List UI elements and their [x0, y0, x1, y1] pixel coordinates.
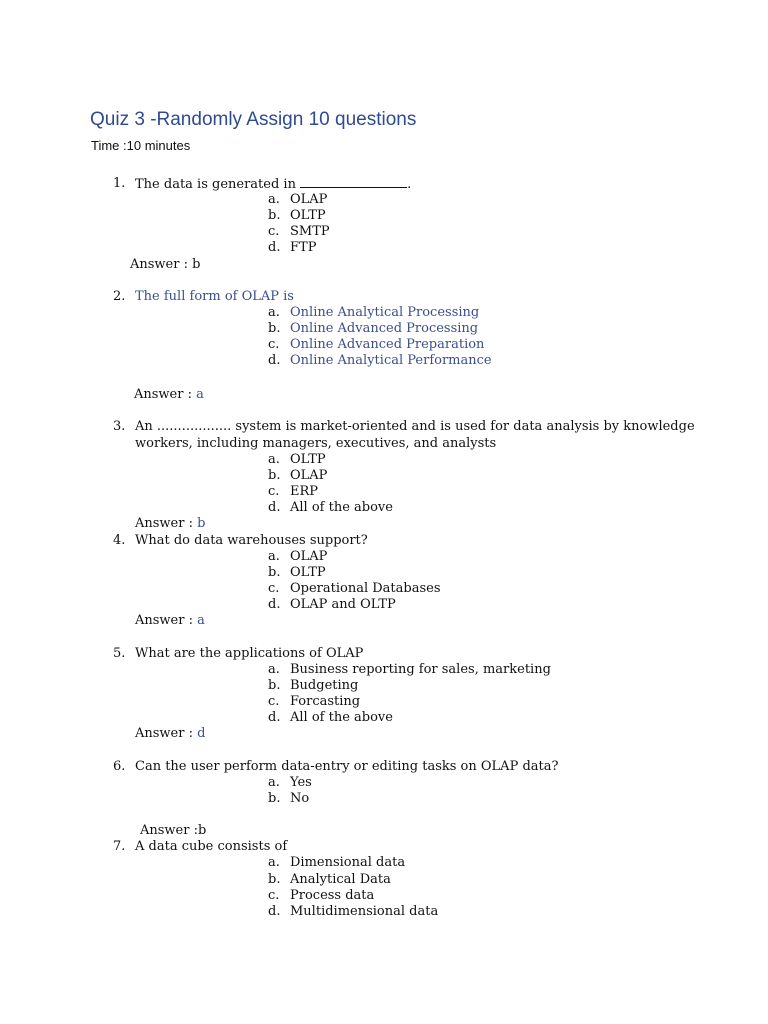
question-number: 6.	[113, 759, 126, 774]
answer-line	[135, 613, 205, 629]
option-letter: b.	[268, 791, 281, 806]
option-text: OLTP	[290, 565, 326, 580]
option-text: Yes	[290, 775, 312, 790]
question-text: Can the user perform data-entry or editing tasks on OLAP data?	[135, 759, 559, 774]
question-text: What are the applications of OLAP	[135, 646, 364, 661]
answer-value: d	[197, 726, 206, 741]
option-letter: c.	[268, 337, 280, 352]
answer-label: Answer :	[135, 516, 198, 531]
option-letter: c.	[268, 224, 280, 239]
option-text: All of the above	[290, 500, 393, 515]
option-letter: a.	[268, 775, 280, 790]
answer-label: Answer :	[135, 726, 198, 741]
option-text: Dimensional data	[290, 855, 406, 870]
option-text: Online Advanced Processing	[290, 321, 479, 336]
question-text: A data cube consists of	[135, 839, 288, 854]
option-letter: d.	[268, 597, 281, 612]
answer-label: Answer :	[130, 257, 193, 272]
answer-label: Answer :	[134, 387, 197, 402]
answer-line	[140, 823, 206, 839]
option-letter: d.	[268, 353, 281, 368]
question-text-suffix: .	[407, 177, 412, 192]
option-text: Process data	[290, 888, 375, 903]
answer-value: b	[192, 257, 201, 272]
question-text: The full form of OLAP is	[135, 289, 294, 304]
option-letter: a.	[268, 662, 280, 677]
time-limit: Time :10 minutes	[91, 138, 191, 153]
option-letter: d.	[268, 500, 281, 515]
option-letter: b.	[268, 565, 281, 580]
answer-value: b	[197, 823, 207, 838]
answer-line	[130, 257, 200, 273]
question-text	[135, 176, 411, 193]
option-text: ERP	[290, 484, 319, 499]
answer-line	[134, 387, 204, 403]
option-letter: c.	[268, 888, 280, 903]
option-letter: a.	[268, 452, 280, 467]
option-text: OLAP and OLTP	[290, 597, 396, 612]
quiz-title: Quiz 3 -Randomly Assign 10 questions	[90, 109, 417, 130]
option-text: No	[290, 791, 310, 806]
option-letter: a.	[268, 855, 280, 870]
answer-value: b	[197, 516, 206, 531]
answer-blank	[300, 176, 407, 188]
option-letter: b.	[268, 468, 281, 483]
option-letter: d.	[268, 904, 281, 919]
question-text-main: The data is generated in	[135, 177, 301, 192]
question-text: What do data warehouses support?	[135, 533, 368, 548]
option-text: Online Advanced Preparation	[290, 337, 485, 352]
option-letter: d.	[268, 240, 281, 255]
option-letter: c.	[268, 484, 280, 499]
question-text-line1: An .................. system is market-oriented and is used for data analysis by knowledge	[135, 419, 695, 434]
option-text: Multidimensional data	[290, 904, 439, 919]
option-text: All of the above	[290, 710, 393, 725]
option-letter: b.	[268, 321, 281, 336]
question-number: 5.	[113, 646, 126, 661]
option-text: OLTP	[290, 452, 326, 467]
question-number: 7.	[113, 839, 126, 854]
option-text: Operational Databases	[290, 581, 441, 596]
option-letter: b.	[268, 872, 281, 887]
option-text: OLAP	[290, 192, 328, 207]
option-text: Budgeting	[290, 678, 359, 693]
answer-value: a	[197, 613, 205, 628]
option-text: Forcasting	[290, 694, 361, 709]
option-text: Online Analytical Processing	[290, 305, 480, 320]
question-text-line2: workers, including managers, executives, and analysts	[135, 436, 497, 451]
question-number: 1.	[113, 176, 126, 191]
option-letter: c.	[268, 581, 280, 596]
option-text: OLTP	[290, 208, 326, 223]
option-letter: b.	[268, 678, 281, 693]
option-text: OLAP	[290, 549, 328, 564]
option-letter: b.	[268, 208, 281, 223]
option-letter: c.	[268, 694, 280, 709]
option-letter: a.	[268, 192, 280, 207]
option-letter: a.	[268, 305, 280, 320]
option-letter: a.	[268, 549, 280, 564]
answer-label: Answer :	[135, 613, 198, 628]
question-number: 2.	[113, 289, 126, 304]
answer-line	[135, 516, 205, 532]
answer-line	[135, 726, 205, 742]
question-number: 3.	[113, 419, 126, 434]
option-text: FTP	[290, 240, 317, 255]
option-text: Business reporting for sales, marketing	[290, 662, 551, 677]
question-number: 4.	[113, 533, 126, 548]
answer-label: Answer :	[140, 823, 198, 838]
option-letter: d.	[268, 710, 281, 725]
answer-value: a	[196, 387, 204, 402]
option-text: Online Analytical Performance	[290, 353, 492, 368]
option-text: OLAP	[290, 468, 328, 483]
option-text: Analytical Data	[290, 872, 391, 887]
option-text: SMTP	[290, 224, 330, 239]
